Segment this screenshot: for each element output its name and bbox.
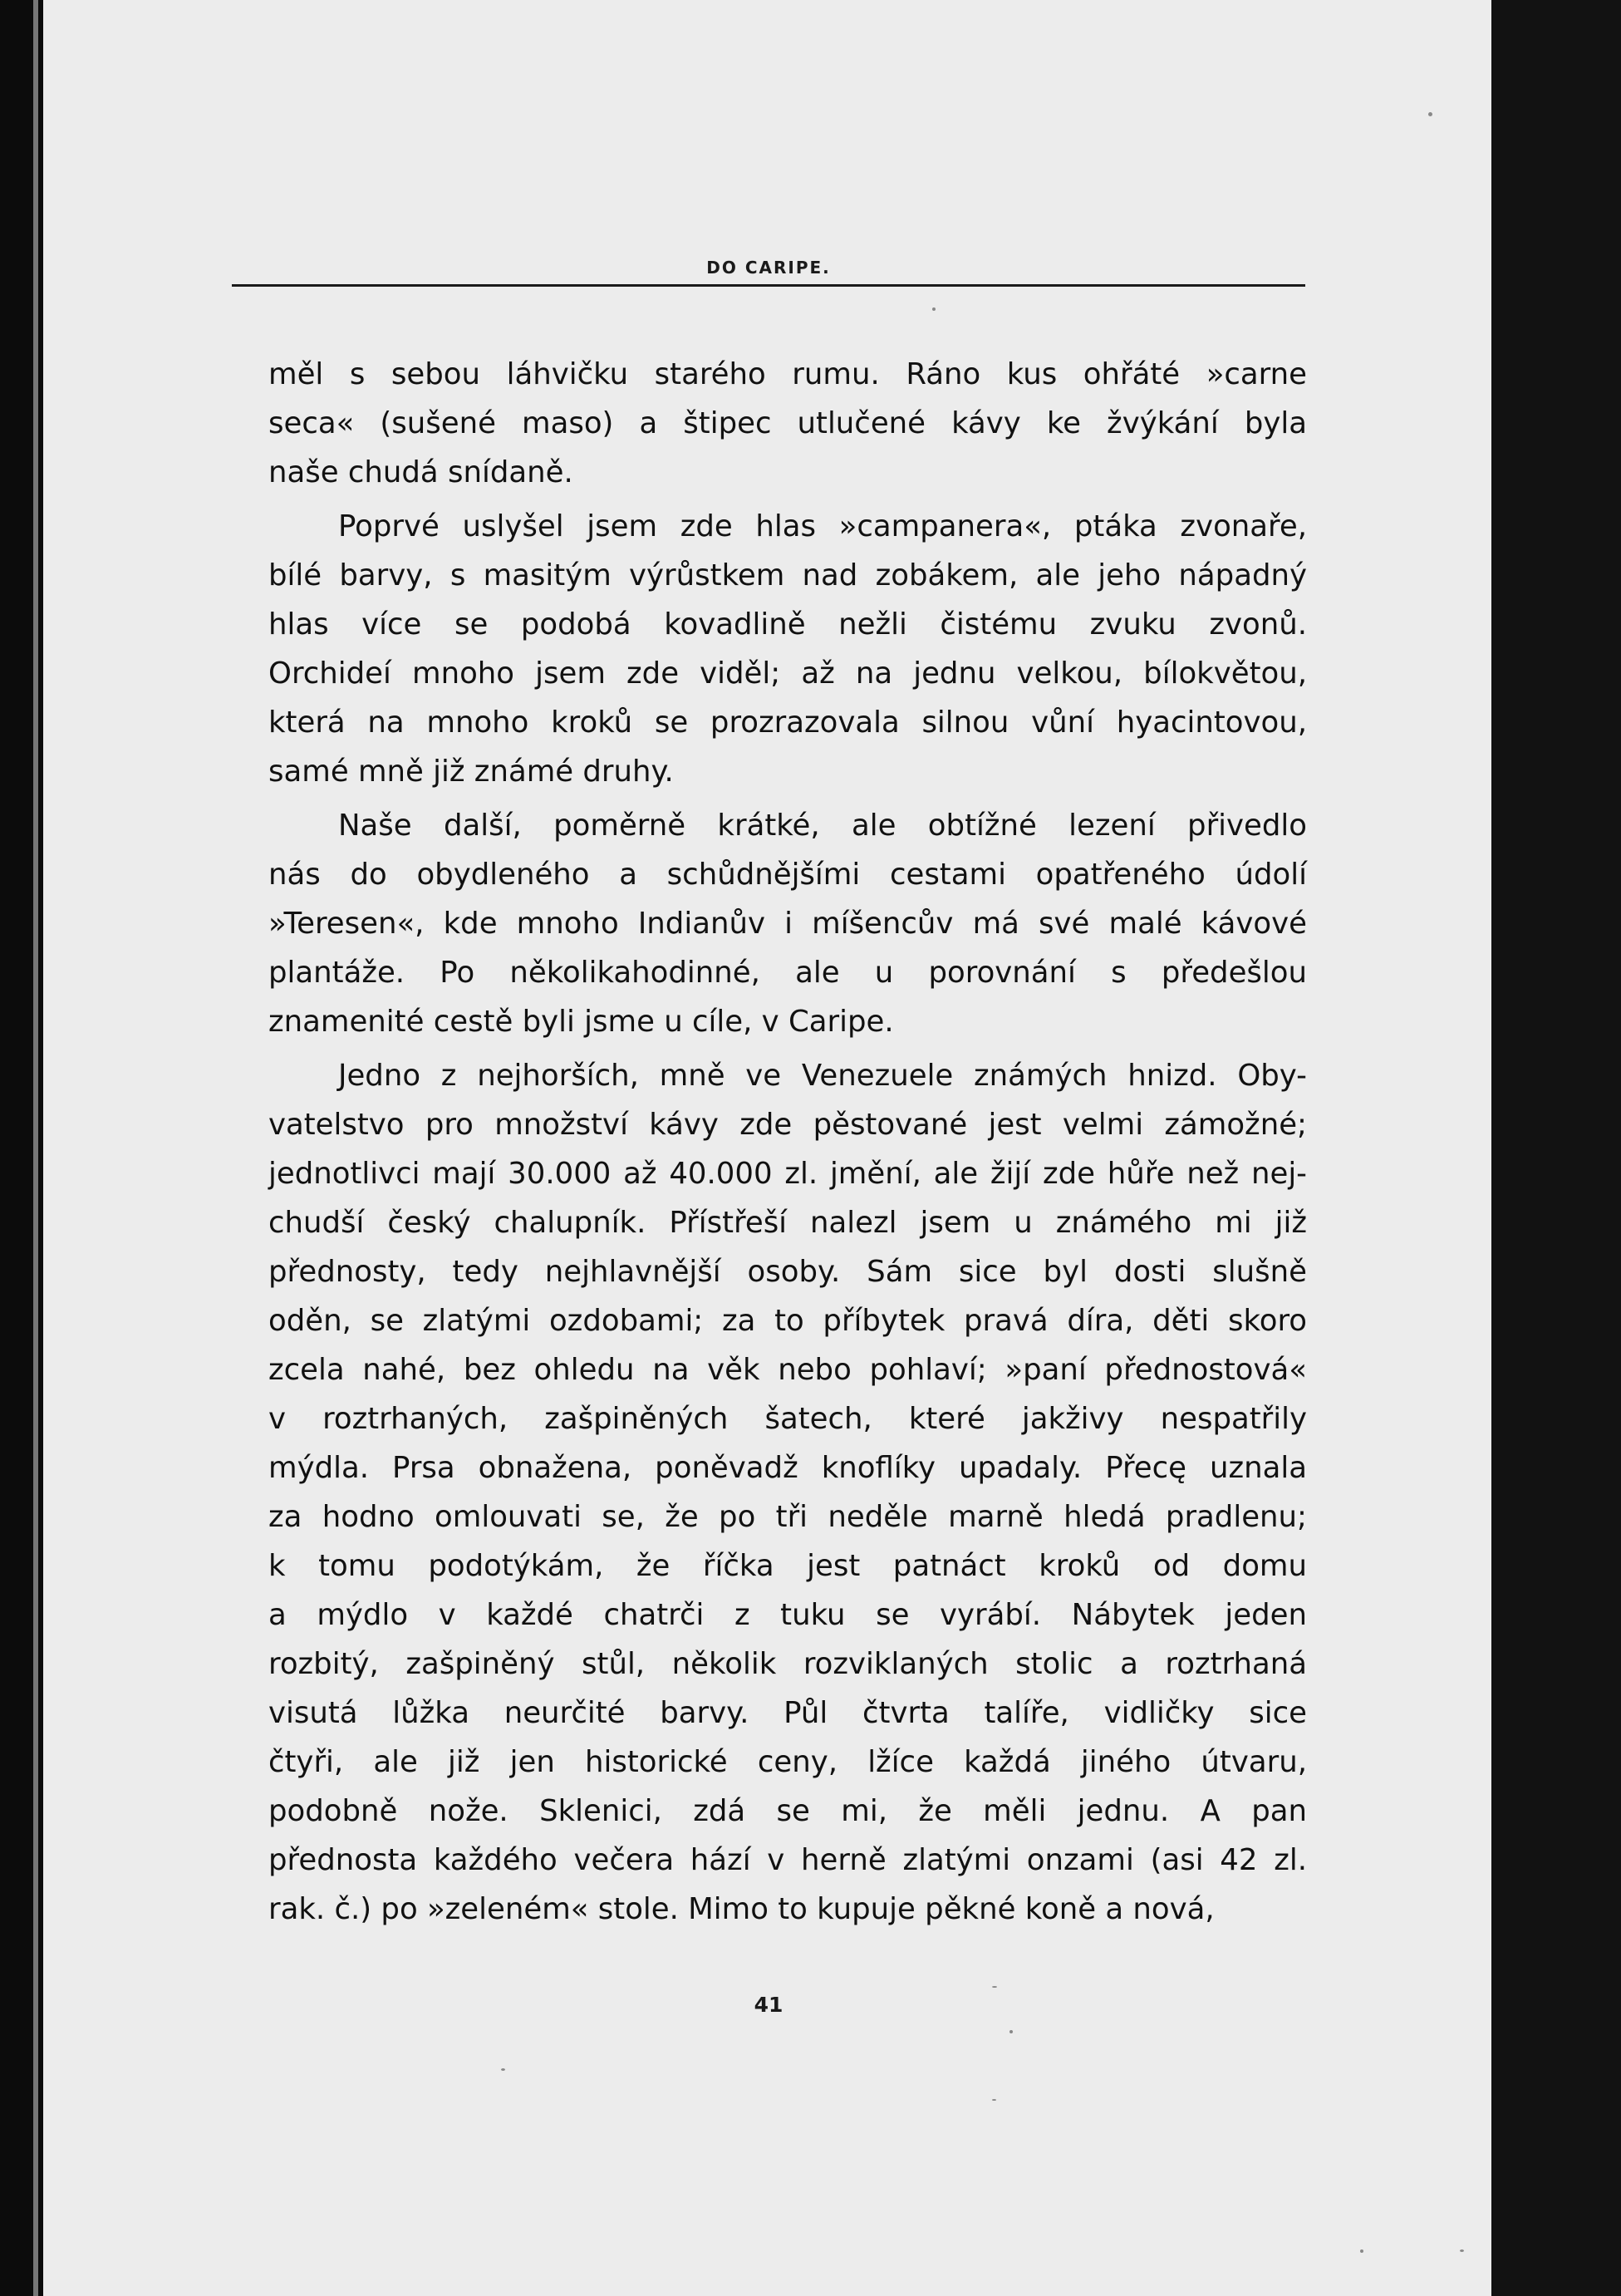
text-line: chudší český chalupník. Přístřeší nalezl jsem u známého mi již (268, 1206, 1307, 1240)
text-line: nás do obydleného a schůdnějšími cestami opatřeného údolí (268, 858, 1307, 892)
header-rule (232, 284, 1305, 287)
text-line: podobně nože. Sklenici, zdá se mi, že měli jednu. A pan (268, 1794, 1307, 1828)
scan-speck (1360, 2249, 1363, 2253)
paragraph (268, 502, 1307, 796)
text-line: měl s sebou láhvičku starého rumu. Ráno kus ohřáté »carne (268, 357, 1307, 391)
text-line: visutá lůžka neurčité barvy. Půl čtvrta talíře, vidličky sice (268, 1696, 1307, 1730)
text-line: přednosty, tedy nejhlavnější osoby. Sám sice byl dosti slušně (268, 1255, 1307, 1289)
text-line: samé mně již známé druhy. (268, 755, 674, 789)
scan-speck (992, 2099, 996, 2101)
page-number: 41 (754, 1993, 783, 2017)
scan-speck (992, 1986, 997, 1988)
text-line: k tomu podotýkám, že říčka jest patnáct kroků od domu (268, 1549, 1307, 1583)
scan-speck (932, 307, 936, 311)
text-line: Orchideí mnoho jsem zde viděl; až na jednu velkou, bílokvětou, (268, 656, 1307, 691)
text-line: čtyři, ale již jen historické ceny, lžíce každá jiného útvaru, (268, 1745, 1307, 1779)
scan-speck (501, 2068, 505, 2071)
text-line: v roztrhaných, zašpiněných šatech, které jakživy nespatřily (268, 1402, 1307, 1436)
text-line: která na mnoho kroků se prozrazovala silnou vůní hyacintovou, (268, 706, 1307, 740)
text-line: a mýdlo v každé chatrči z tuku se vyrábí. Nábytek jeden (268, 1598, 1307, 1632)
text-line: hlas více se podobá kovadlině nežli čistému zvuku zvonů. (268, 607, 1307, 642)
text-line: přednosta každého večera hází v herně zlatými onzami (asi 42 zl. (268, 1843, 1307, 1877)
paragraph (268, 1051, 1307, 1934)
text-line: zcela nahé, bez ohledu na věk nebo pohlaví; »paní přednostová« (268, 1353, 1307, 1387)
text-line: rak. č.) po »zeleném« stole. Mimo to kupuje pěkné koně a nová, (268, 1892, 1215, 1926)
scan-speck (1460, 2249, 1464, 2252)
body-text (268, 350, 1307, 1934)
text-line: znamenité cestě byli jsme u cíle, v Caripe. (268, 1005, 894, 1039)
paragraph (268, 801, 1307, 1046)
text-line: Naše další, poměrně krátké, ale obtížné lezení přivedlo (338, 809, 1307, 843)
text-line: Jedno z nejhorších, mně ve Venezuele známých hnizd. Oby- (338, 1059, 1307, 1093)
text-line: rozbitý, zašpiněný stůl, několik rozviklaných stolic a roztrhaná (268, 1647, 1307, 1681)
scan-left-edge (0, 0, 43, 2296)
scan-right-margin (1491, 0, 1621, 2296)
text-line: naše chudá snídaně. (268, 455, 573, 489)
running-header (232, 258, 1305, 288)
text-line: vatelstvo pro množství kávy zde pěstované jest velmi zámožné; (268, 1108, 1307, 1142)
text-line: plantáže. Po několikahodinné, ale u porovnání s předešlou (268, 956, 1307, 990)
text-line: bílé barvy, s masitým výrůstkem nad zobákem, ale jeho nápadný (268, 558, 1307, 592)
scan-speck (1428, 112, 1432, 116)
scan-speck (1009, 2030, 1013, 2033)
running-title: DO CARIPE. (706, 258, 831, 278)
text-line: mýdla. Prsa obnažena, poněvadž knoflíky upadaly. Přecę uznala (268, 1451, 1307, 1485)
text-line: za hodno omlouvati se, že po tři neděle marně hledá pradlenu; (268, 1500, 1307, 1534)
text-line: oděn, se zlatými ozdobami; za to příbytek pravá díra, děti skoro (268, 1304, 1307, 1338)
text-line: Poprvé uslyšel jsem zde hlas »campanera«, ptáka zvonaře, (338, 509, 1307, 543)
text-line: seca« (sušené maso) a štipec utlučené kávy ke žvýkání byla (268, 406, 1307, 440)
text-line: jednotlivci mají 30.000 až 40.000 zl. jmění, ale žijí zde hůře než nej- (268, 1157, 1307, 1191)
text-line: »Teresen«, kde mnoho Indianův i míšencův má své malé kávové (268, 907, 1307, 941)
page-edge-highlight (33, 0, 38, 2296)
paragraph (268, 350, 1307, 497)
